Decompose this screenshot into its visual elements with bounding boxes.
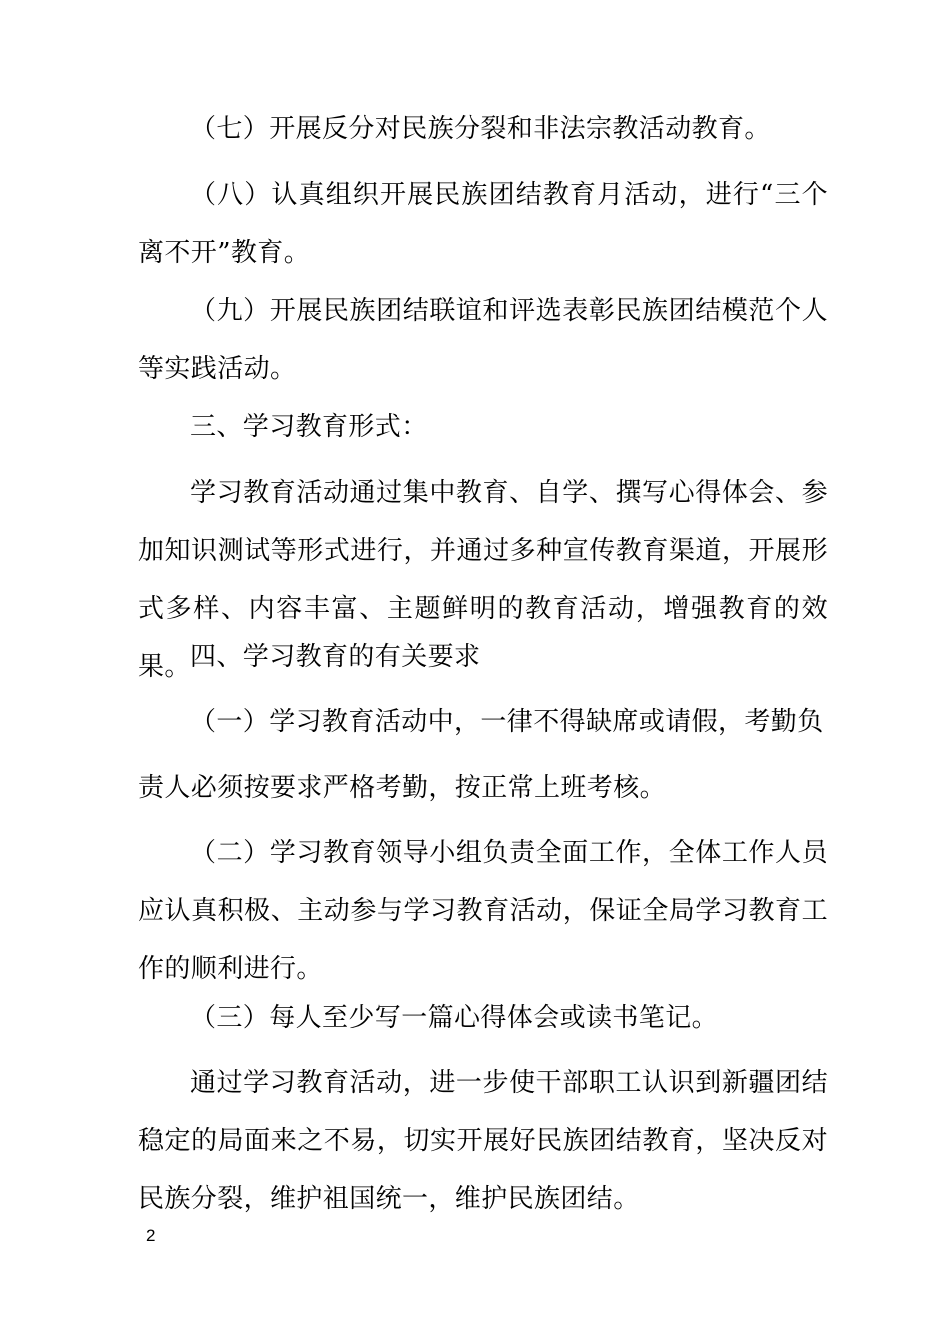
closing-paragraph: 通过学习教育活动，进一步使干部职工认识到新疆团结稳定的局面来之不易，切实开展好民族团结教育，坚决反对民族分裂，维护祖国统一，维护民族团结。 [138,1068,828,1214]
page-number: 2 [146,1226,156,1245]
paragraph-8: （八）认真组织开展民族团结教育月活动，进行“三个离不开”教育。 [138,180,828,268]
requirement-1-line-1: （一）学习教育活动中，一律不得缺席或请假，考勤负 [190,707,824,737]
paragraph-9: （九）开展民族团结联谊和评选表彰民族团结模范个人等实践活动。 [138,296,828,384]
requirement-3: （三）每人至少写一篇心得体会或读书笔记。 [190,1003,719,1033]
paragraph-study-forms: 学习教育活动通过集中教育、自学、撰写心得体会、参加知识测试等形式进行，并通过多种宣传教育渠道，开展形式多样、内容丰富、主题鲜明的教育活动，增强教育的效果。 [138,478,828,682]
requirement-1-line-2: 责人必须按要求严格考勤，按正常上班考核。 [138,773,667,803]
section-heading-4: 四、学习教育的有关要求 [190,642,481,672]
requirement-2: （二）学习教育领导小组负责全面工作，全体工作人员应认真积极、主动参与学习教育活动，保证全局学习教育工作的顺利进行。 [138,838,828,984]
paragraph-7: （七）开展反分对民族分裂和非法宗教活动教育。 [190,114,771,144]
section-heading-3: 三、学习教育形式： [190,412,428,442]
